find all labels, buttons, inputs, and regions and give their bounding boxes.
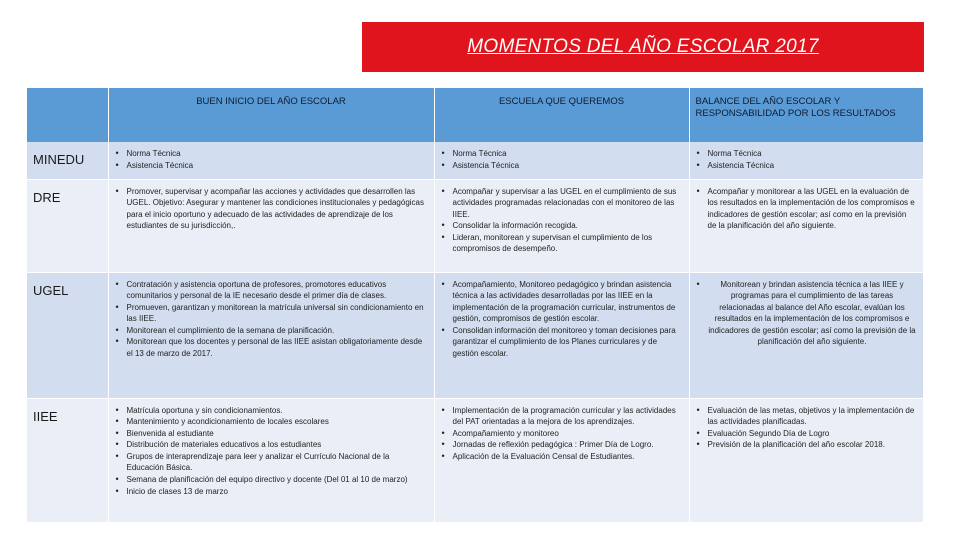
cell-escuela	[434, 179, 689, 272]
list-item: • Matrícula oportuna y sin condicionamientos.	[115, 405, 428, 417]
list-item: • Lideran, monitorean y supervisan el cumplimiento de los compromisos de desempeño.	[441, 232, 683, 255]
list-item: • Acompañar y supervisar a las UGEL en el cumplimiento de sus actividades programadas relacionadas con el monitoreo de las IIEE.	[441, 186, 683, 221]
header-inicio: BUEN INICIO DEL AÑO ESCOLAR	[108, 88, 434, 142]
bullet-list	[441, 148, 683, 171]
page-title: MOMENTOS DEL AÑO ESCOLAR 2017	[467, 36, 819, 57]
table-row-ugel	[27, 272, 923, 398]
bullet-list	[441, 405, 683, 463]
list-item: • Acompañamiento y monitoreo	[441, 428, 683, 440]
cell-balance	[689, 398, 923, 522]
list-item: • Evaluación de las metas, objetivos y la implementación de las actividades planificadas.	[696, 405, 917, 428]
bullet-list	[696, 279, 917, 349]
list-item: • Consolidar la información recogida.	[441, 220, 683, 232]
cell-escuela	[434, 398, 689, 522]
cell-balance	[689, 179, 923, 272]
cell-escuela	[434, 272, 689, 398]
list-item: • Monitorean y brindan asistencia técnica a las IIEE y programas para el cumplimiento de las tareas relacionadas al balance del Año escolar, evalúan los resultados en la implementación de los compromisos e indicadores de gestión escolar; así como la previsión de la planificación del año siguiente.	[696, 279, 917, 349]
cell-inicio	[108, 272, 434, 398]
cell-inicio	[108, 179, 434, 272]
list-item: • Promueven, garantizan y monitorean la matrícula universal sin condicionamiento en las IIEE.	[115, 302, 428, 325]
list-item: • Evaluación Segundo Día de Logro	[696, 428, 917, 440]
list-item: • Implementación de la programación curricular y las actividades del PAT orientadas a la mejora de los aprendizajes.	[441, 405, 683, 428]
list-item: • Monitorean que los docentes y personal de las IIEE asistan obligatoriamente desde el 13 de marzo de 2017.	[115, 336, 428, 359]
list-item: • Aplicación de la Evaluación Censal de Estudiantes.	[441, 451, 683, 463]
bullet-list	[115, 186, 428, 232]
header-row	[27, 88, 923, 142]
list-item: • Inicio de clases 13 de marzo	[115, 486, 428, 498]
list-item: • Promover, supervisar y acompañar las acciones y actividades que desarrollen las UGEL. Objetivo: Asegurar y mantener las condiciones institucionales y pedagógicas para el inicio oportuno y adecuado de las actividades de aprendizaje de los estudiantes de su jurisdicción,.	[115, 186, 428, 232]
list-item: • Norma Técnica	[441, 148, 683, 160]
list-item: • Acompañar y monitorear a las UGEL en la evaluación de los resultados en la implementación de los compromisos e indicadores de gestión escolar; así como en la previsión de la planificación del año siguiente.	[696, 186, 917, 232]
list-item: • Mantenimiento y acondicionamiento de locales escolares	[115, 416, 428, 428]
list-item: • Acompañamiento, Monitoreo pedagógico y brindan asistencia técnica a las actividades desarrolladas por las IIEE en la implementación de la programación curricular, instrumentos de gestión, compromisos de gestión escolar.	[441, 279, 683, 325]
entity-label: DRE	[27, 179, 108, 272]
list-item: • Monitorean el cumplimiento de la semana de planificación.	[115, 325, 428, 337]
list-item: • Norma Técnica	[696, 148, 917, 160]
list-item: • Distribución de materiales educativos a los estudiantes	[115, 439, 428, 451]
list-item: • Semana de planificación del equipo directivo y docente (Del 01 al 10 de marzo)	[115, 474, 428, 486]
cell-inicio	[108, 142, 434, 179]
entity-label: MINEDU	[27, 142, 108, 179]
bullet-list	[115, 405, 428, 498]
entity-label: UGEL	[27, 272, 108, 398]
bullet-list	[441, 279, 683, 360]
bullet-list	[696, 148, 917, 171]
cell-inicio	[108, 398, 434, 522]
table-row-iiee	[27, 398, 923, 522]
title-banner	[362, 22, 924, 72]
header-escuela: ESCUELA QUE QUEREMOS	[434, 88, 689, 142]
bullet-list	[115, 148, 428, 171]
list-item: • Consolidan información del monitoreo y toman decisiones para garantizar el cumplimiento de los Planes curriculares y de gestión escolar.	[441, 325, 683, 360]
list-item: • Contratación y asistencia oportuna de profesores, promotores educativos comunitarios y personal de la IE necesario desde el primer día de clases.	[115, 279, 428, 302]
header-balance: BALANCE DEL AÑO ESCOLAR Y RESPONSABILIDAD POR LOS RESULTADOS	[689, 88, 923, 142]
moments-table	[27, 88, 924, 523]
list-item: • Bienvenida al estudiante	[115, 428, 428, 440]
bullet-list	[115, 279, 428, 360]
list-item: • Asistencia Técnica	[441, 160, 683, 172]
cell-balance	[689, 142, 923, 179]
list-item: • Asistencia Técnica	[115, 160, 428, 172]
list-item: • Previsión de la planificación del año escolar 2018.	[696, 439, 917, 451]
list-item: • Asistencia Técnica	[696, 160, 917, 172]
cell-escuela	[434, 142, 689, 179]
bullet-list	[441, 186, 683, 256]
bullet-list	[696, 186, 917, 232]
list-item: • Grupos de interaprendizaje para leer y analizar el Currículo Nacional de la Educación Básica.	[115, 451, 428, 474]
cell-balance	[689, 272, 923, 398]
table-row-dre	[27, 179, 923, 272]
header-entity	[27, 88, 108, 142]
list-item: • Norma Técnica	[115, 148, 428, 160]
table-row-minedu	[27, 142, 923, 179]
entity-label: IIEE	[27, 398, 108, 522]
list-item: • Jornadas de reflexión pedagógica : Primer Día de Logro.	[441, 439, 683, 451]
bullet-list	[696, 405, 917, 451]
